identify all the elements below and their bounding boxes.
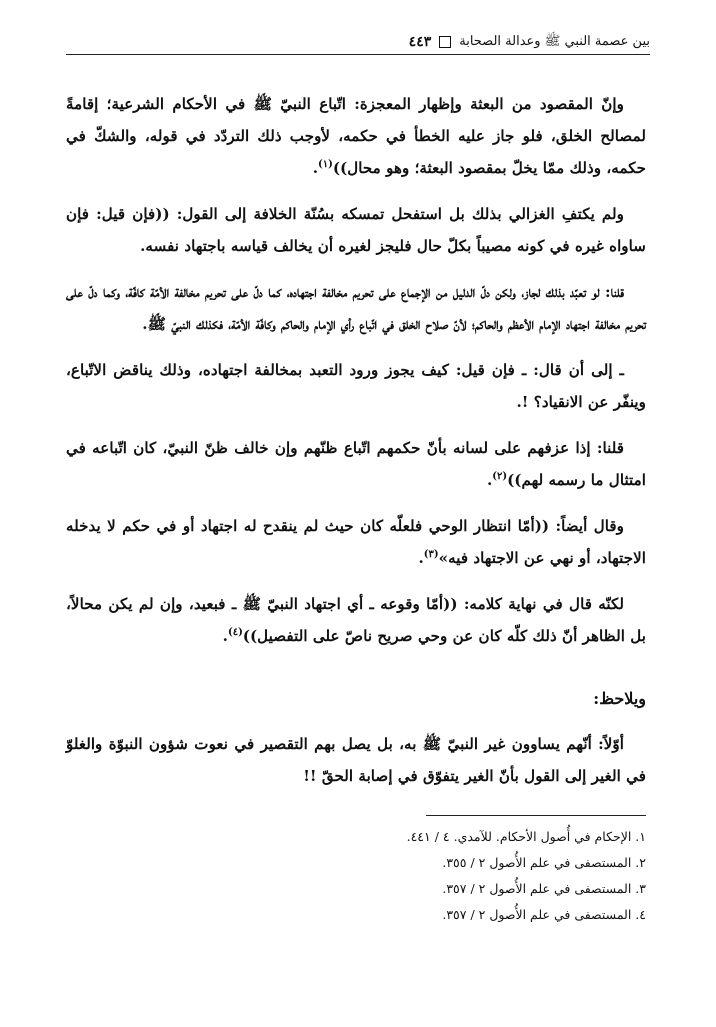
header-title: بين عصمة النبي ﷺ وعدالة الصحابة xyxy=(459,33,650,49)
footnote-ref: (١) xyxy=(318,158,333,170)
paragraph: لكنّه قال في نهاية كلامه: ((أمّا وقوعه ـ أي اجتهاد النبيّ ﷺ ـ فبعيد، وإن لم يكن محالاً، بل الظاهر أنّ ذلك كلّه كان عن وحي صريح ناصّ على التفصيل))$^{(٤)}$. xyxy=(66,595,646,645)
footnote: ٤. المستصفى في علم الأُصول ٢ / ٣٥٧. xyxy=(442,907,646,922)
footnote-ref: (٣) xyxy=(423,548,439,560)
paragraph: وقال أيضاً: ((أمّا انتظار الوحي فلعلّه كان حيث لم ينقدح له اجتهاد أو في حكم لا يدخله الاجتهاد، أو نهي عن الاجتهاد فيه»$^{(٣)}$. xyxy=(66,517,646,567)
footnote-ref: (٢) xyxy=(492,470,508,482)
footnote: ١. الإحكام في أُصول الأحكام. للآمدي. ٤ / ٤٤١. xyxy=(406,829,646,844)
footnote-ref: (٤) xyxy=(227,626,243,638)
paragraph: وإنّ المقصود من البعثة وإظهار المعجزة: اتّباع النبيّ ﷺ في الأحكام الشرعية؛ إقامةً لمصالح الخلق، فلو جاز عليه الخطأ في حكمه، لأوجب ذلك التردّد في قوله، والشكّ في حكمه، وذلك ممّا يخلّ بمقصود البعثة؛ وهو محال))$^{(١)}$. xyxy=(66,95,646,177)
footnote: ٣. المستصفى في علم الأُصول ٢ / ٣٥٧. xyxy=(442,881,646,896)
main-text xyxy=(66,88,646,666)
footnote: ٢. المستصفى في علم الأُصول ٢ / ٣٥٥. xyxy=(442,855,646,870)
paragraph: ـ إلى أن قال: ـ فإن قيل: كيف يجوز ورود التعبد بمخالفة اجتهاده، وذلك يناقض الاتّباع، وينفّر عن الانقياد؟ !. xyxy=(66,361,646,411)
paragraph: قلنا: إذا عزفهم على لسانه بأنّ حكمهم اتّباع ظنّهم وإن خالف ظنّ النبيّ، كان اتّباعه في امتثال ما رسمه لهم))$^{(٢)}$. xyxy=(66,439,646,489)
observation-text xyxy=(66,728,646,792)
running-header xyxy=(66,30,650,55)
paragraph: أوّلاً: أنّهم يساوون غير النبيّ ﷺ به، بل يصل بهم التقصير في نعوت شؤون النبوّة والغلوّ في الغير إلى القول بأنّ الغير يتفوّق في إصابة الحقّ !! xyxy=(66,735,646,785)
square-ornament-icon xyxy=(439,36,451,48)
page-number: ٤٤٣ xyxy=(408,34,432,50)
section-heading: ويلاحظ: xyxy=(593,689,646,708)
paragraph: قلنا: لو تعبّد بذلك لجاز، ولكن دلّ الدليل من الإجماع على تحريم مخالفة اجتهاده، كما دلّ على تحريم مخالفة الأمّة كافّة، وكما دلّ على تحريم مخالفة اجتهاد الإمام الأعظم والحاكم؛ لأنّ صلاح الخلق في اتّباع رأي الإمام والحاكم وكافّة الأمّة، فكذلك النبيّ ﷺ. xyxy=(66,283,646,333)
footnote-separator xyxy=(426,815,646,816)
paragraph: ولم يكتفِ الغزالي بذلك بل استفحل تمسكه بسُنّة الخلافة إلى القول: ((فإن قيل: فإن ساواه غيره في كونه مصيباً بكلّ حال فليجز لغيره أن يخالف قياسه باجتهاد نفسه. xyxy=(66,205,646,255)
footnotes xyxy=(66,824,646,928)
